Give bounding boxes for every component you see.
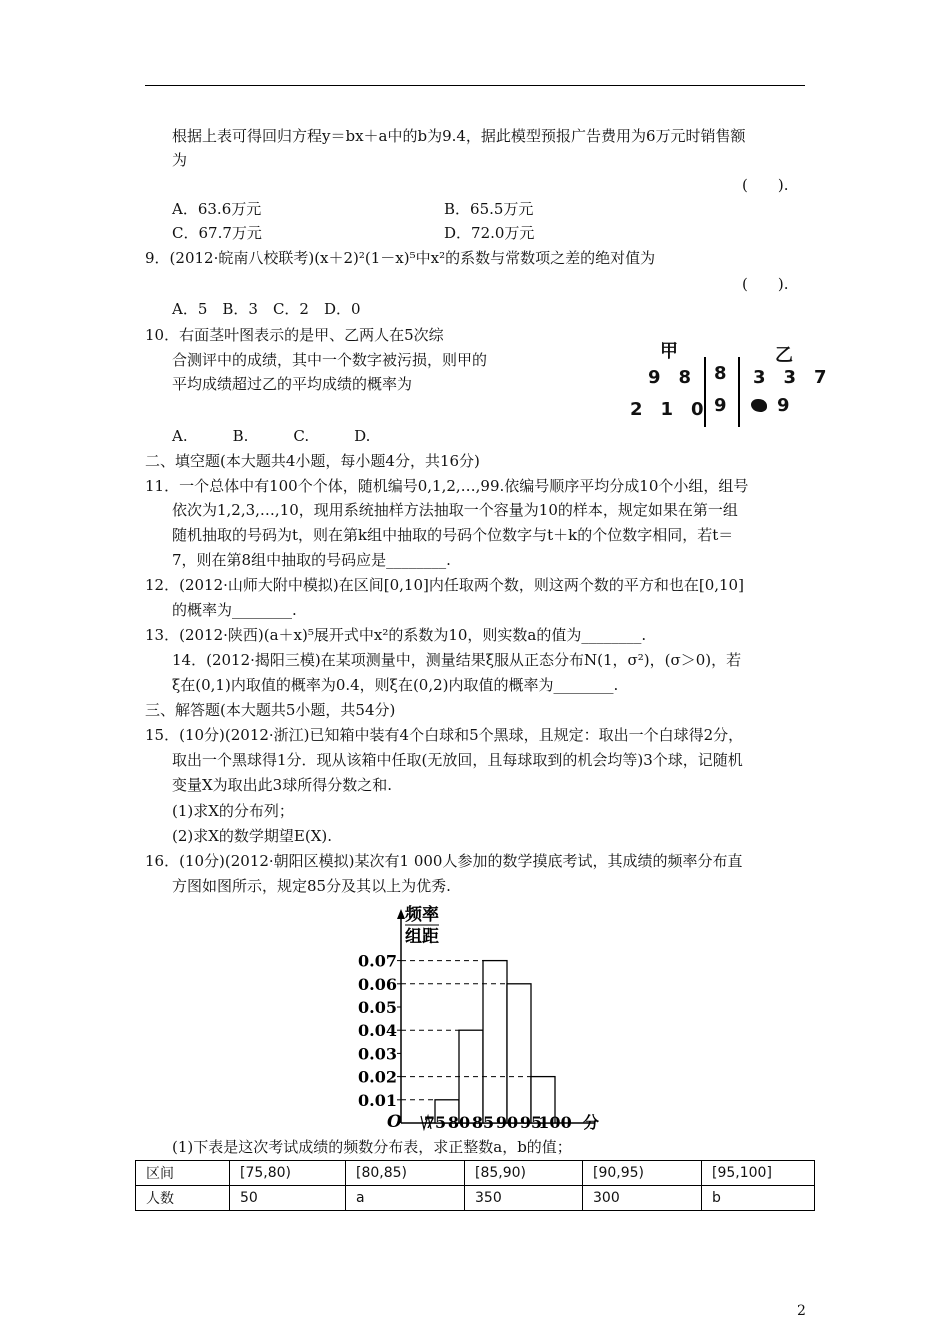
table-cell: 350 xyxy=(465,1186,583,1211)
stem-leaf-row1-left: 9 8 xyxy=(648,367,692,388)
y-tick-label: 0.02 xyxy=(358,1067,397,1087)
table-cell: 区间 xyxy=(136,1161,230,1186)
table-cell: a xyxy=(346,1186,465,1211)
y-tick-label: 0.03 xyxy=(358,1044,397,1064)
q11-line2: 依次为1,2,3,…,10，现用系统抽样方法抽取一个容量为10的样本，规定如果在第一组 xyxy=(172,501,738,519)
q11-line3: 随机抽取的号码为t，则在第k组中抽取的号码个位数字与t＋k的个位数字相同，若t＝ xyxy=(172,526,734,544)
x-tick-label: 95 xyxy=(519,1113,543,1132)
histogram-bar xyxy=(507,984,531,1123)
q11-line1: 11．一个总体中有100个个体，随机编号0,1,2,…,99.依编号顺序平均分成10个小组，组号 xyxy=(145,477,749,495)
y-tick-label: 0.05 xyxy=(358,998,397,1017)
q8-answer-paren: ( ). xyxy=(742,176,789,194)
q10-line2: 合测评中的成绩，其中一个数字被污损，则甲的 xyxy=(172,351,488,369)
q8-option-d: D．72.0万元 xyxy=(444,224,535,242)
table-cell: [80,85) xyxy=(346,1161,465,1186)
q8-option-c: C．67.7万元 xyxy=(172,224,262,242)
q15-line3: 变量X为取出此3球所得分数之和. xyxy=(172,776,392,794)
table-cell: 300 xyxy=(583,1186,702,1211)
header-rule xyxy=(145,85,805,86)
x-tick-label: 100 xyxy=(538,1113,572,1132)
histogram-bar xyxy=(459,1030,483,1123)
stem-leaf-left-title: 甲 xyxy=(660,341,678,362)
table-header-row xyxy=(136,1161,815,1186)
q8-stem: 根据上表可得回归方程y＝bx＋a中的b为9.4，据此模型预报广告费用为6万元时销售额 xyxy=(172,127,746,145)
y-tick-label: 0.06 xyxy=(358,974,397,994)
frequency-table xyxy=(135,1160,815,1211)
table-cell: b xyxy=(702,1186,815,1211)
x-tick-label: 90 xyxy=(495,1113,519,1132)
stem-leaf-row1-right: 3 3 7 xyxy=(753,367,827,388)
x-tick-label: 80 xyxy=(447,1113,471,1132)
stem-leaf-row2-stem: 9 xyxy=(714,395,727,416)
stem-leaf-left-divider xyxy=(704,357,706,427)
stem-leaf-right-title: 乙 xyxy=(775,345,793,366)
table-cell: 人数 xyxy=(136,1186,230,1211)
table-cell: [95,100] xyxy=(702,1161,815,1186)
y-label-top: 频率 xyxy=(405,905,439,925)
frequency-histogram xyxy=(355,903,615,1133)
q9-stem: 9．(2012·皖南八校联考)(x＋2)²(1－x)⁵中x²的系数与常数项之差的绝对值为 xyxy=(145,249,656,267)
stem-leaf-right-divider xyxy=(738,357,740,427)
q8-stem-cont: 为 xyxy=(172,151,188,169)
x-label: 分 xyxy=(583,1113,600,1132)
q10-line1: 10．右面茎叶图表示的是甲、乙两人在5次综 xyxy=(145,326,444,344)
page-number: 2 xyxy=(797,1303,806,1319)
y-label-bottom: 组距 xyxy=(405,927,439,947)
table-row xyxy=(136,1186,815,1211)
q15-line2: 取出一个黑球得1分．现从该箱中任取(无放回，且每球取到的机会均等)3个球，记随机 xyxy=(172,751,743,769)
q10-line3: 平均成绩超过乙的平均成绩的概率为 xyxy=(172,375,413,393)
y-tick-label: 0.07 xyxy=(358,951,397,971)
table-cell: 50 xyxy=(230,1186,346,1211)
q10-options: A. B. C. D. xyxy=(172,427,371,445)
q12-line2: 的概率为________. xyxy=(172,601,297,619)
table-cell: [85,90) xyxy=(465,1161,583,1186)
q15-line1: 15．(10分)(2012·浙江)已知箱中装有4个白球和5个黑球，且规定：取出一个白球得2分， xyxy=(145,726,744,744)
q15-part1: (1)求X的分布列； xyxy=(172,802,294,820)
q12-line1: 12．(2012·山师大附中模拟)在区间[0,10]内任取两个数，则这两个数的平方和也在[0,10] xyxy=(145,576,744,594)
x-tick-label: 75 xyxy=(423,1113,447,1132)
q16-line2: 方图如图所示，规定85分及其以上为优秀. xyxy=(172,877,451,895)
stem-leaf-row2-right: 9 xyxy=(777,395,790,416)
table-cell: [75,80) xyxy=(230,1161,346,1186)
q13: 13．(2012·陕西)(a＋x)⁵展开式中x²的系数为10，则实数a的值为________. xyxy=(145,626,647,644)
smudged-digit-blot xyxy=(751,399,767,412)
q8-option-a: A．63.6万元 xyxy=(172,200,262,218)
stem-leaf-row1-stem: 8 xyxy=(714,363,727,384)
q9-answer-paren: ( ). xyxy=(742,275,789,293)
section-fill-in-heading: 二、填空题(本大题共4小题，每小题4分，共16分) xyxy=(145,452,480,470)
y-tick-label: 0.04 xyxy=(358,1021,397,1041)
q9-options: A．5 B．3 C．2 D．0 xyxy=(172,300,361,318)
table-cell: [90,95) xyxy=(583,1161,702,1186)
y-tick-label: 0.01 xyxy=(358,1090,397,1110)
stem-leaf-row2-left: 2 1 0 xyxy=(630,399,704,420)
origin-label: O xyxy=(387,1112,402,1132)
q14-line1: 14．(2012·揭阳三模)在某项测量中，测量结果ξ服从正态分布N(1，σ²)，(σ＞0)，若 xyxy=(172,651,742,669)
x-tick-label: 85 xyxy=(471,1113,495,1132)
q11-line4: 7，则在第8组中抽取的号码应是________. xyxy=(172,551,451,569)
histogram-bar xyxy=(483,961,507,1123)
y-axis-arrow xyxy=(397,909,405,919)
section-solve-heading: 三、解答题(本大题共5小题，共54分) xyxy=(145,701,396,719)
q14-line2: ξ在(0,1)内取值的概率为0.4，则ξ在(0,2)内取值的概率为________. xyxy=(172,676,619,694)
q15-part2: (2)求X的数学期望E(X). xyxy=(172,827,333,845)
q16-part1: (1)下表是这次考试成绩的频数分布表，求正整数a，b的值； xyxy=(172,1138,572,1156)
q8-option-b: B．65.5万元 xyxy=(444,200,534,218)
q16-line1: 16．(10分)(2012·朝阳区模拟)某次有1 000人参加的数学摸底考试，其成绩的频率分布直 xyxy=(145,852,743,870)
